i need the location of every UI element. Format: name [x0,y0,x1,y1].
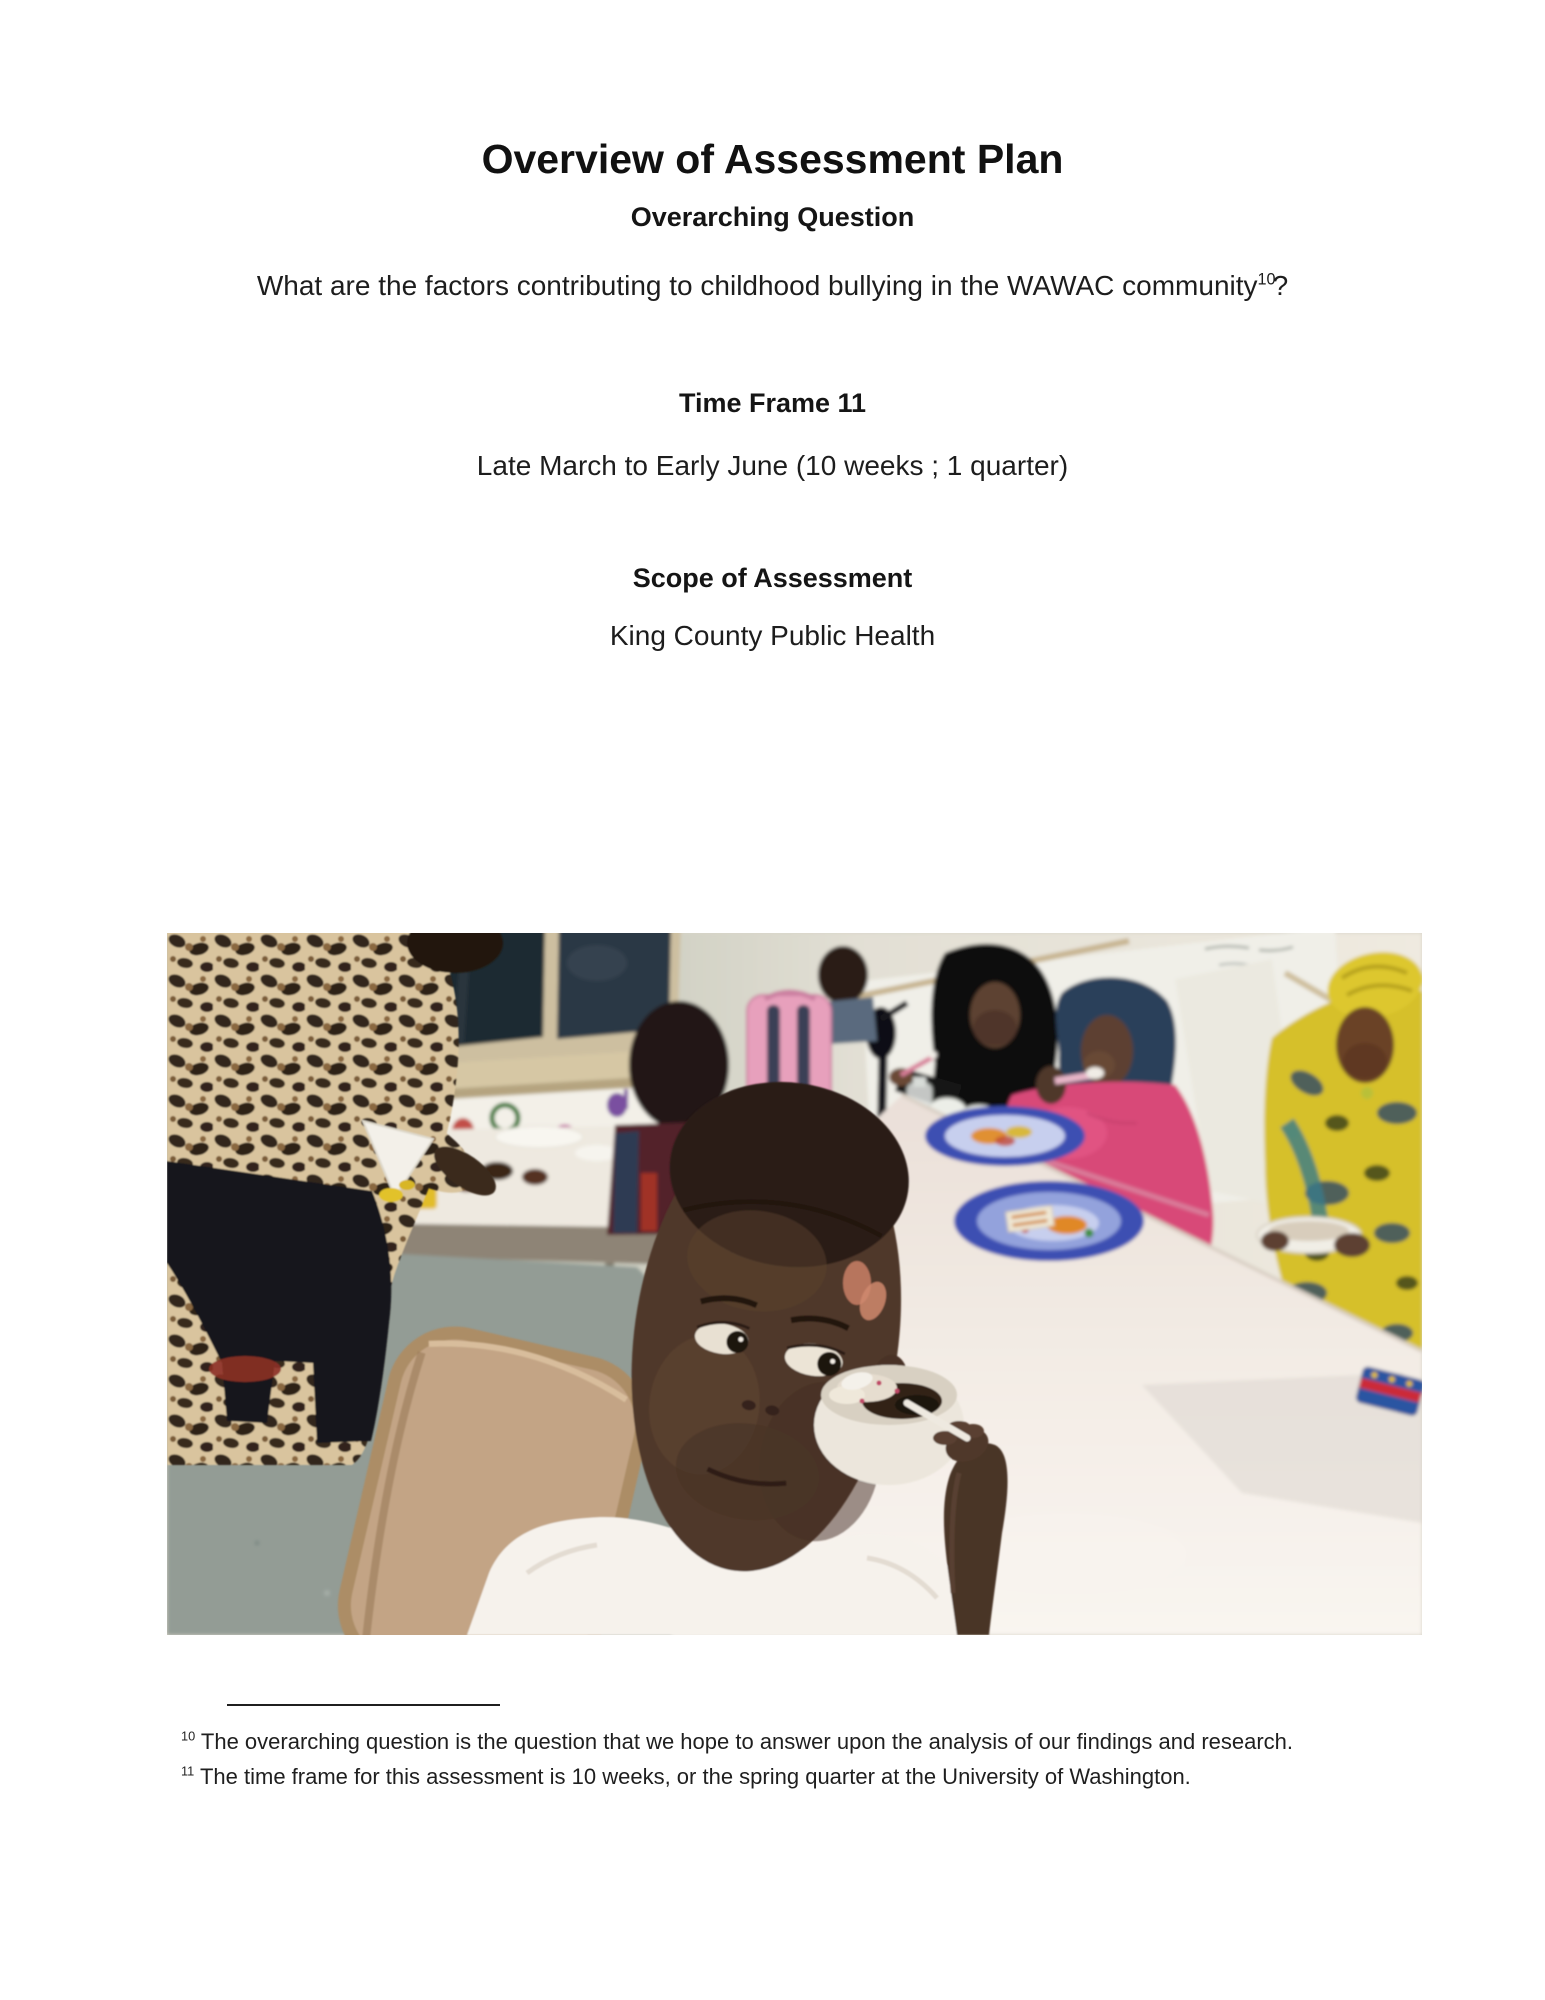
footnote-10-ref: 10 [181,1728,196,1744]
page-title: Overview of Assessment Plan [481,136,1064,182]
question-body: What are the factors contributing to childhood bullying in the WAWAC community [256,270,1258,301]
heading-scope-of-assessment: Scope of Assessment [632,563,913,593]
community-photo [167,933,1422,1635]
footnote-ref-10: 10 [1257,270,1276,289]
overarching-question-text [0,270,1545,302]
footnote-10-text: The overarching question is the question that we hope to answer upon the analysis of our findings and research. [200,1729,1294,1754]
footnote-11 [181,1759,1396,1794]
footnote-separator [227,1704,500,1706]
footnotes [181,1724,1396,1794]
scope-text: King County Public Health [609,620,936,651]
time-frame-text: Late March to Early June (10 weeks ; 1 quarter) [476,450,1069,481]
heading-time-frame: Time Frame 11 [678,388,867,418]
footnote-10 [181,1724,1396,1759]
heading-overarching-question: Overarching Question [630,202,915,232]
question-mark: ? [1272,270,1289,301]
footnote-11-text: The time frame for this assessment is 10 weeks, or the spring quarter at the University of Washington. [199,1764,1191,1789]
footnote-11-ref: 11 [181,1763,195,1779]
community-photo-graphic [167,933,1422,1635]
